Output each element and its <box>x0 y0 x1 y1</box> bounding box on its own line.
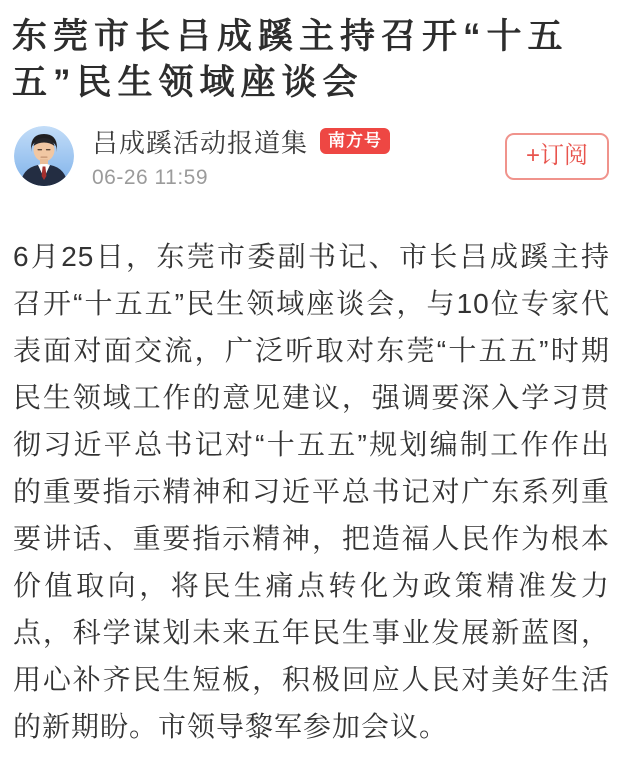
author-avatar[interactable] <box>14 126 74 186</box>
article-body: 6月25日，东莞市委副书记、市长吕成蹊主持召开“十五五”民生领域座谈会，与10位专家代表面对面交流，广泛听取对东莞“十五五”时期民生领域工作的意见建议，强调要深入学习贯彻习近平总书记对“十五五”规划编制工作作出的重要指示精神和习近平总书记对广东系列重要讲话、重要指示精神，把造福人民作为根本价值取向，将民生痛点转化为政策精准发力点，科学谋划未来五年民生事业发展新蓝图，用心补齐民生短板，积极回应人民对美好生活的新期盼。市领导黎军参加会议。 <box>13 241 610 742</box>
portrait-icon <box>14 126 74 186</box>
source-badge: 南方号 <box>320 128 390 154</box>
author-name[interactable]: 吕成蹊活动报道集 <box>92 127 309 158</box>
subscribe-button[interactable]: +订阅 <box>505 133 609 180</box>
article-title: 东莞市长吕成蹊主持召开“十五五”民生领域座谈会 <box>12 17 569 102</box>
publish-timestamp: 06-26 11:59 <box>92 165 209 189</box>
article-page <box>0 14 623 762</box>
author-name-line <box>92 123 390 160</box>
author-info <box>92 123 390 190</box>
author-row <box>14 126 609 189</box>
